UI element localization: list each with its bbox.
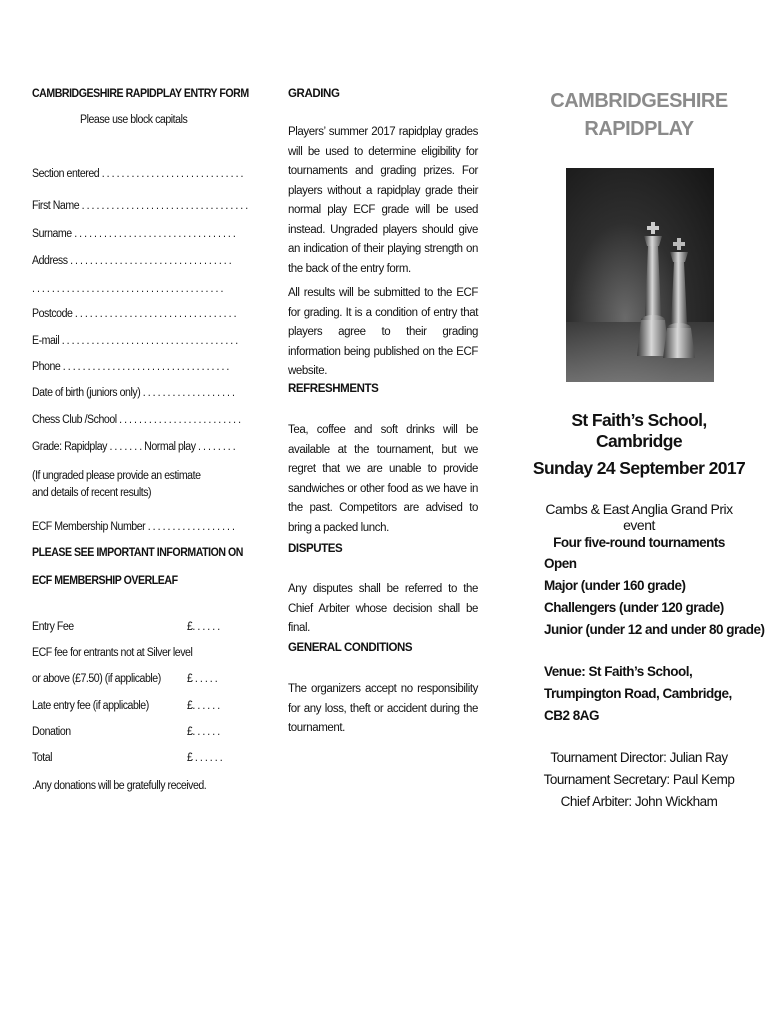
field-surname[interactable]: Surname . . . . . . . . . . . . . . . . . . . . . . . . . . . . . . . . . xyxy=(32,228,236,240)
grading-text: Players’ summer 2017 rapidplay grades will be used to determine eligibility for tournaments and grading prizes. For players without a rapidplay grade their normal play ECF grade will be used instead. Ungraded players should give an indication of their playing strength on the back of the entry form. xyxy=(288,126,478,275)
donations-note: .Any donations will be gratefully received. xyxy=(32,780,207,792)
section-major: Major (under 160 grade) xyxy=(544,578,686,593)
fee-label-ecf-2: or above (£7.50) (if applicable) xyxy=(32,673,161,685)
venue-title: St Faith’s School, Cambridge xyxy=(571,410,707,451)
fee-label-total: Total xyxy=(32,752,53,764)
cover-title-line1: CAMBRIDGESHIRE xyxy=(550,90,728,112)
refreshments-heading: REFRESHMENTS xyxy=(288,383,379,395)
fee-value-total[interactable]: £ . . . . . . xyxy=(187,752,223,764)
fee-label-late: Late entry fee (if applicable) xyxy=(32,700,149,712)
field-address-line2[interactable]: . . . . . . . . . . . . . . . . . . . . . . . . . . . . . . . . . . . . . . . xyxy=(32,283,223,295)
section-challengers: Challengers (under 120 grade) xyxy=(544,600,724,615)
conditions-heading: GENERAL CONDITIONS xyxy=(288,642,413,654)
tournaments-heading: Four five-round tournaments xyxy=(553,535,725,550)
refreshments-text: Tea, coffee and soft drinks will be available at the tournament, but we regret that we are unable to provide sandwiches or other food as we have in the past. Competitors are advised to bring a packed lunch. xyxy=(288,424,478,534)
grading-heading: GRADING xyxy=(288,88,340,100)
venue-line-2: Trumpington Road, Cambridge, xyxy=(544,686,732,701)
disputes-text: Any disputes shall be referred to the Chief Arbiter whose decision shall be final. xyxy=(288,583,478,634)
important-note-2: ECF MEMBERSHIP OVERLEAF xyxy=(32,575,178,587)
section-junior: Junior (under 12 and under 80 grade) xyxy=(544,622,765,637)
results-text: All results will be submitted to the ECF for grading. It is a condition of entry that players agree to their grading information being published on the ECF website. xyxy=(288,287,478,377)
fee-value-entry[interactable]: £. . . . . . xyxy=(187,621,220,633)
conditions-text: The organizers accept no responsibility for any loss, theft or accident during the tournament. xyxy=(288,683,478,734)
form-subtitle: Please use block capitals xyxy=(80,114,188,126)
ungraded-note: (If ungraded please provide an estimate and details of recent results) xyxy=(32,470,201,499)
field-chess-club[interactable]: Chess Club /School . . . . . . . . . . . . . . . . . . . . . . . . . xyxy=(32,414,241,426)
event-series: Cambs & East Anglia Grand Prix event xyxy=(545,501,733,533)
form-title: CAMBRIDGESHIRE RAPIDPLAY ENTRY FORM xyxy=(32,88,249,100)
staff-arbiter: Chief Arbiter: John Wickham xyxy=(560,794,718,809)
field-phone[interactable]: Phone . . . . . . . . . . . . . . . . . . . . . . . . . . . . . . . . . . xyxy=(32,361,229,373)
fee-value-late[interactable]: £. . . . . . xyxy=(187,700,220,712)
field-grade[interactable]: Grade: Rapidplay . . . . . . . Normal play . . . . . . . . xyxy=(32,441,236,453)
important-note-1: PLEASE SEE IMPORTANT INFORMATION ON xyxy=(32,547,243,559)
section-open: Open xyxy=(544,556,577,571)
field-date-of-birth[interactable]: Date of birth (juniors only) . . . . . . . . . . . . . . . . . . . xyxy=(32,387,235,399)
disputes-heading: DISPUTES xyxy=(288,543,343,555)
field-first-name[interactable]: First Name . . . . . . . . . . . . . . . . . . . . . . . . . . . . . . . . . . xyxy=(32,200,248,212)
field-section[interactable]: Section entered . . . . . . . . . . . . . . . . . . . . . . . . . . . . . xyxy=(32,168,244,180)
fee-label-ecf: ECF fee for entrants not at Silver level xyxy=(32,647,193,659)
cover-title-line2: RAPIDPLAY xyxy=(584,118,694,140)
event-date: Sunday 24 September 2017 xyxy=(532,458,746,478)
staff-director: Tournament Director: Julian Ray xyxy=(550,750,728,765)
venue-line-3: CB2 8AG xyxy=(544,708,600,723)
fee-label-donation: Donation xyxy=(32,726,71,738)
fee-label-entry: Entry Fee xyxy=(32,621,74,633)
fee-value-donation[interactable]: £. . . . . . xyxy=(187,726,220,738)
chess-kings-icon xyxy=(566,168,714,382)
field-ecf-number[interactable]: ECF Membership Number . . . . . . . . . . . . . . . . . . xyxy=(32,521,235,533)
field-address[interactable]: Address . . . . . . . . . . . . . . . . . . . . . . . . . . . . . . . . . xyxy=(32,255,232,267)
chess-pieces-photo xyxy=(566,168,714,382)
staff-secretary: Tournament Secretary: Paul Kemp xyxy=(543,772,735,787)
fee-value-ecf[interactable]: £ . . . . . xyxy=(187,673,218,685)
venue-line-1: Venue: St Faith’s School, xyxy=(544,664,693,679)
field-postcode[interactable]: Postcode . . . . . . . . . . . . . . . . . . . . . . . . . . . . . . . . . xyxy=(32,308,237,320)
field-email[interactable]: E-mail . . . . . . . . . . . . . . . . . . . . . . . . . . . . . . . . . . . . xyxy=(32,335,238,347)
